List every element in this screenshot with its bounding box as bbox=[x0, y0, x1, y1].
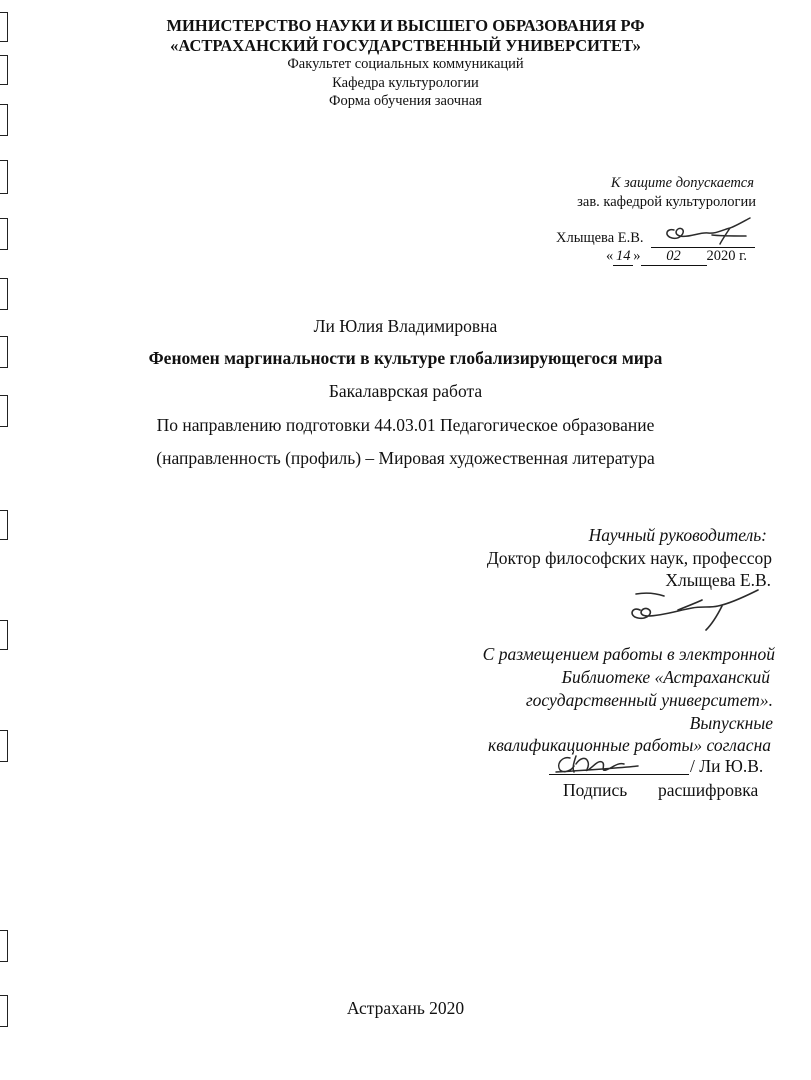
ministry-heading: МИНИСТЕРСТВО НАУКИ И ВЫСШЕГО ОБРАЗОВАНИЯ РФ bbox=[166, 16, 645, 35]
approval-date bbox=[606, 248, 747, 266]
supervisor-signature bbox=[618, 586, 768, 634]
date-day: 14 bbox=[613, 248, 633, 266]
caption-sign: Подпись bbox=[563, 780, 628, 800]
binding-mark bbox=[0, 278, 8, 310]
direction-line-1: По направлению подготовки 44.03.01 Педагогическое образование bbox=[156, 415, 655, 435]
date-year: 2020 г. bbox=[706, 248, 748, 264]
consent-line-3: государственный университет». bbox=[525, 690, 773, 710]
approval-position: зав. кафедрой культурологии bbox=[577, 194, 756, 210]
faculty-line: Факультет социальных коммуникаций bbox=[287, 56, 524, 72]
author-signature bbox=[548, 748, 644, 778]
thesis-title: Феномен маргинальности в культуре глобализирующегося мира bbox=[148, 348, 663, 368]
date-close-quote: » bbox=[633, 248, 641, 264]
department-line: Кафедра культурологии bbox=[332, 75, 479, 91]
supervisor-degree: Доктор философских наук, профессор bbox=[486, 548, 772, 568]
date-month: 02 bbox=[641, 248, 707, 266]
direction-line-2: (направленность (профиль) – Мировая художественная литература bbox=[156, 448, 655, 468]
date-open-quote: « bbox=[606, 248, 614, 264]
approval-signature bbox=[660, 214, 755, 248]
consent-signer: / Ли Ю.В. bbox=[690, 756, 764, 776]
caption-decode: расшифровка bbox=[658, 780, 759, 800]
approval-name: Хлыщева Е.В. bbox=[556, 230, 644, 246]
binding-mark bbox=[0, 218, 8, 250]
work-type: Бакалаврская работа bbox=[328, 381, 483, 401]
approval-title: К защите допускается bbox=[610, 175, 754, 191]
consent-line-2: Библиотеке «Астраханский bbox=[561, 667, 770, 687]
consent-line-5: квалификационные работы» согласна bbox=[488, 735, 771, 755]
study-form-line: Форма обучения заочная bbox=[329, 93, 482, 109]
consent-line-1: С размещением работы в электронной bbox=[482, 644, 775, 664]
consent-line-4: Выпускные bbox=[689, 713, 773, 733]
university-heading: «АСТРАХАНСКИЙ ГОСУДАРСТВЕННЫЙ УНИВЕРСИТЕТ» bbox=[170, 36, 641, 55]
city-year: Астрахань 2020 bbox=[346, 998, 465, 1018]
author-name: Ли Юлия Владимировна bbox=[313, 316, 498, 336]
supervisor-name: Хлыщева Е.В. bbox=[665, 570, 771, 590]
binding-mark bbox=[0, 930, 8, 962]
supervisor-label: Научный руководитель: bbox=[588, 525, 767, 545]
